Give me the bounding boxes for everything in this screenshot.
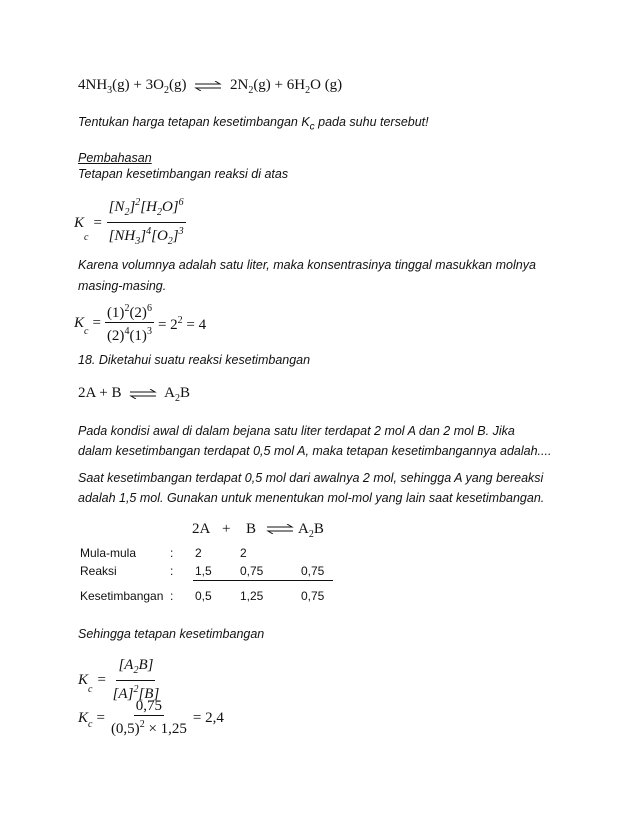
s: 3: [135, 236, 141, 247]
cell-reaksi-b: 0,75: [240, 564, 264, 578]
r2-term: B: [180, 385, 191, 401]
kc-sub: c: [84, 232, 89, 243]
r1-sub: 3: [107, 85, 113, 96]
p: 2: [133, 684, 139, 695]
p: 6: [146, 303, 152, 314]
r2-term: A: [164, 385, 176, 401]
kc-symbol: K: [74, 314, 85, 331]
kc-sub: c: [88, 719, 93, 730]
question-text: Tentukan harga tetapan kesetimbangan K: [78, 115, 310, 129]
t: [H: [140, 199, 157, 215]
t: A: [298, 521, 309, 537]
fraction: [109, 697, 189, 738]
numerator: [116, 656, 155, 681]
kc-expression-3: [78, 656, 161, 703]
question-tail: pada suhu tersebut!: [314, 115, 429, 129]
cell-reaksi-c: 0,75: [301, 564, 325, 578]
row-colon: :: [170, 546, 174, 560]
p: 4: [146, 226, 152, 237]
t: B: [313, 521, 324, 537]
row-label-mula: Mula-mula: [80, 546, 137, 560]
p: 4: [124, 326, 130, 337]
cell-setimbang-a: 0,5: [195, 589, 212, 603]
r2-sub: 2: [175, 393, 181, 404]
para-volume-line-2: masing-masing.: [78, 279, 167, 293]
r2-left: 2A + B: [78, 385, 122, 401]
t: B]: [138, 657, 154, 673]
s: 2: [167, 236, 173, 247]
kc-sub: c: [84, 326, 89, 337]
fraction: [111, 656, 162, 703]
kc-symbol: K: [78, 671, 89, 688]
question-sub: c: [309, 121, 315, 133]
s: 2: [133, 665, 139, 676]
para-saat-line-1: Saat kesetimbangan terdapat 0,5 mol dari awalnya 2 mol, sehingga A yang bereaksi: [78, 471, 544, 485]
t: O]: [161, 199, 179, 215]
cell-setimbang-c: 0,75: [301, 589, 325, 603]
numerator: 0,75: [135, 698, 163, 714]
t: (2): [106, 328, 125, 344]
para-kondisi-line-2: dalam kesetimbangan terdapat 0,5 mol A, maka tetapan kesetimbangannya adalah....: [78, 444, 552, 458]
s: 2: [124, 207, 130, 218]
t: [NH: [108, 228, 136, 244]
equilibrium-arrow-icon: [266, 524, 294, 534]
table-header-2a: 2A: [192, 521, 211, 537]
s: 2: [156, 207, 162, 218]
t: [N: [108, 199, 125, 215]
equals-sign: =: [96, 709, 105, 726]
r1-term: 2N: [229, 77, 249, 93]
table-divider: [193, 580, 333, 581]
cell-mula-a: 2: [195, 546, 202, 560]
t: (1): [129, 328, 147, 344]
p: 2: [139, 719, 145, 730]
p: 2: [177, 314, 183, 326]
t: [O: [151, 228, 168, 244]
equals-sign: =: [92, 214, 103, 231]
r1-sub: 2: [248, 85, 254, 96]
para-volume-line-1: Karena volumnya adalah satu liter, maka konsentrasinya tinggal masukkan molnya: [78, 258, 536, 272]
r1-term: 4NH: [78, 77, 108, 93]
heading-pembahasan: Pembahasan: [78, 151, 152, 165]
t: ]: [140, 228, 147, 244]
t: = 4: [182, 316, 207, 333]
p: 3: [146, 326, 152, 337]
question-18: 18. Diketahui suatu reaksi kesetimbangan: [78, 353, 311, 367]
t: [A: [118, 657, 134, 673]
table-header-b: B: [246, 521, 257, 537]
row-label-kesetimbangan: Kesetimbangan: [80, 589, 164, 603]
kc-expression-4: [78, 697, 224, 738]
para-saat-line-2: adalah 1,5 mol. Gunakan untuk menentukan mol-mol yang lain saat kesetimbangan.: [78, 491, 545, 505]
r1-sub: 2: [163, 85, 169, 96]
equals-sign: =: [96, 671, 107, 688]
t: ]: [172, 228, 179, 244]
s: 2: [308, 529, 314, 540]
denominator: [109, 716, 189, 738]
line-tetapan: Tetapan kesetimbangan reaksi di atas: [78, 167, 289, 181]
table-header-plus: +: [222, 521, 231, 537]
t: × 1,25: [144, 721, 187, 737]
row-colon: :: [170, 589, 174, 603]
para-kondisi-line-1: Pada kondisi awal di dalam bejana satu liter terdapat 2 mol A dan 2 mol B. Jika: [78, 424, 515, 438]
t: (2): [129, 305, 147, 321]
t: = 2: [157, 316, 178, 333]
t: (1): [106, 305, 125, 321]
p: 2: [124, 303, 130, 314]
cell-reaksi-a: 1,5: [195, 564, 212, 578]
kc-sub: c: [88, 684, 93, 695]
line-sehingga: Sehingga tetapan kesetimbangan: [78, 627, 265, 641]
kc-symbol: K: [74, 214, 85, 231]
kc-symbol: K: [78, 709, 89, 726]
t: ]: [129, 199, 136, 215]
r1-term: (g) + 6H: [253, 77, 306, 93]
r1-sub: 2: [305, 85, 311, 96]
cell-setimbang-b: 1,25: [240, 589, 264, 603]
r1-term: (g): [168, 77, 187, 93]
t: [A]: [112, 686, 134, 702]
row-colon: :: [170, 564, 174, 578]
p: 6: [178, 197, 184, 208]
table-header-a2b: [298, 521, 324, 543]
row-label-reaksi: Reaksi: [80, 564, 117, 578]
t: [B]: [138, 686, 160, 702]
result: = 2,4: [192, 709, 224, 726]
equals-sign: =: [92, 314, 101, 331]
p: 2: [135, 197, 141, 208]
p: 3: [178, 226, 184, 237]
cell-mula-b: 2: [240, 546, 247, 560]
t: (0,5): [110, 721, 140, 737]
r1-term: O (g): [310, 77, 343, 93]
r1-term: (g) + 3O: [112, 77, 164, 93]
